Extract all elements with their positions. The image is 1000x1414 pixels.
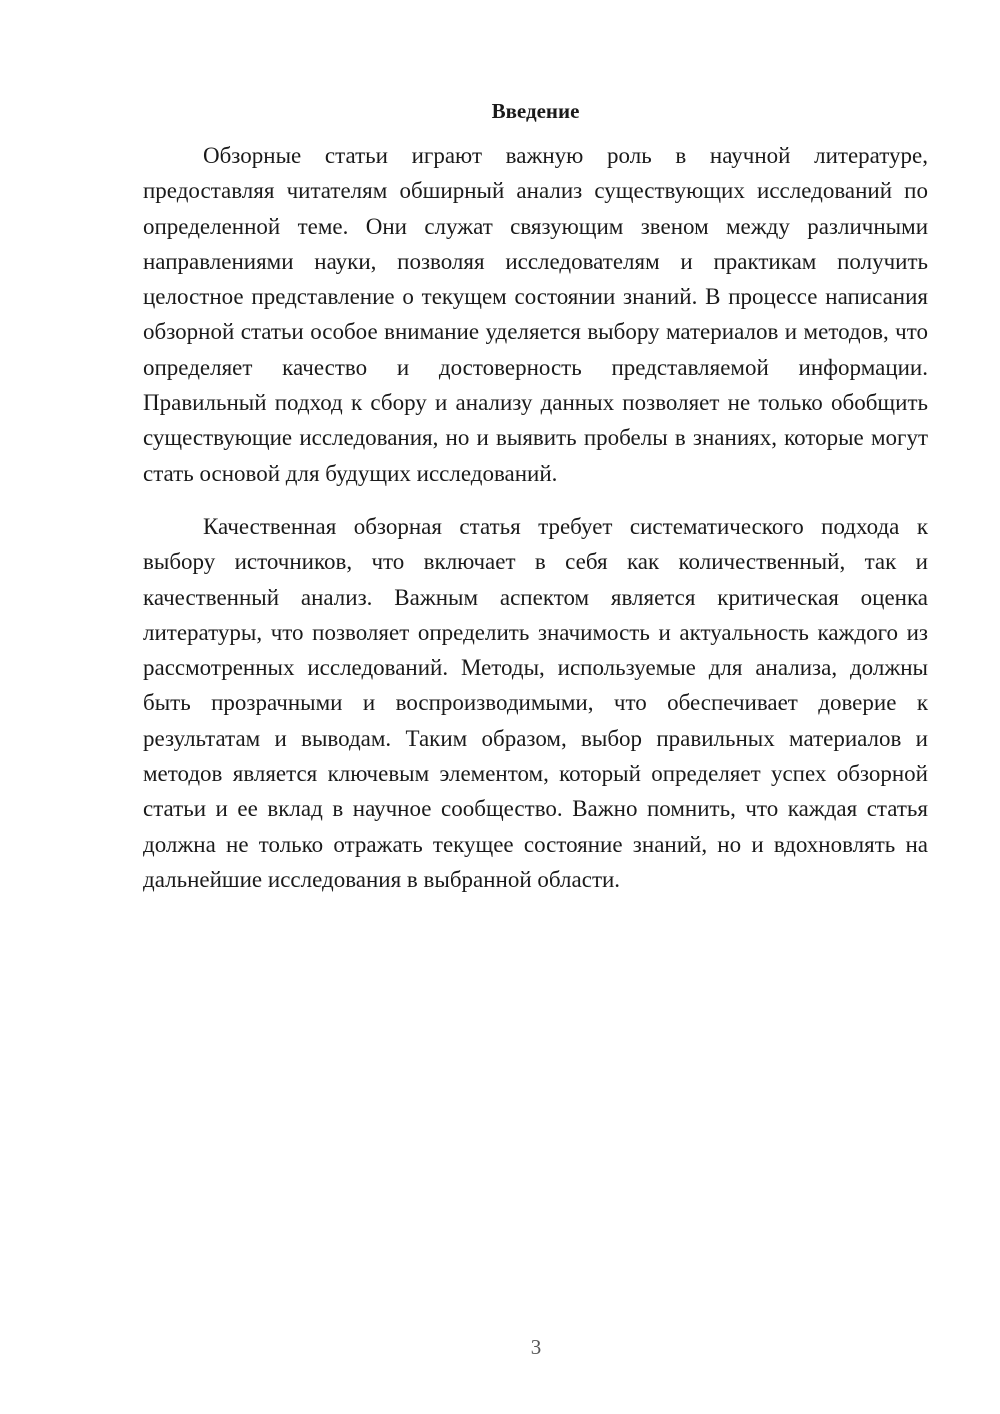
- paragraph-2: Качественная обзорная статья требует систематического подхода к выбору источников, что включает в себя как количественный, так и качественный анализ. Важным аспектом является критическая оценка литературы, что позволяет определить значимость и актуальность каждого из рассмотренных исследований. Методы, используемые для анализа, должны быть прозрачными и воспроизводимыми, что обеспечивает доверие к результатам и выводам. Таким образом, выбор правильных материалов и методов является ключевым элементом, который определяет успех обзорной статьи и ее вклад в научное сообщество. Важно помнить, что каждая статья должна не только отражать текущее состояние знаний, но и вдохновлять на дальнейшие исследования в выбранной области.: [143, 513, 928, 892]
- page-content: [143, 96, 928, 897]
- paragraph-1: Обзорные статьи играют важную роль в научной литературе, предоставляя читателям обширный анализ существующих исследований по определенной теме. Они служат связующим звеном между различными направлениями науки, позволяя исследователям и практикам получить целостное представление о текущем состоянии знаний. В процессе написания обзорной статьи особое внимание уделяется выбору материалов и методов, что определяет качество и достоверность представляемой информации. Правильный подход к сбору и анализу данных позволяет не только обобщить существующие исследования, но и выявить пробелы в знаниях, которые могут стать основой для будущих исследований.: [143, 143, 928, 486]
- page-number: 3: [530, 1335, 542, 1359]
- section-heading: Введение: [491, 99, 580, 123]
